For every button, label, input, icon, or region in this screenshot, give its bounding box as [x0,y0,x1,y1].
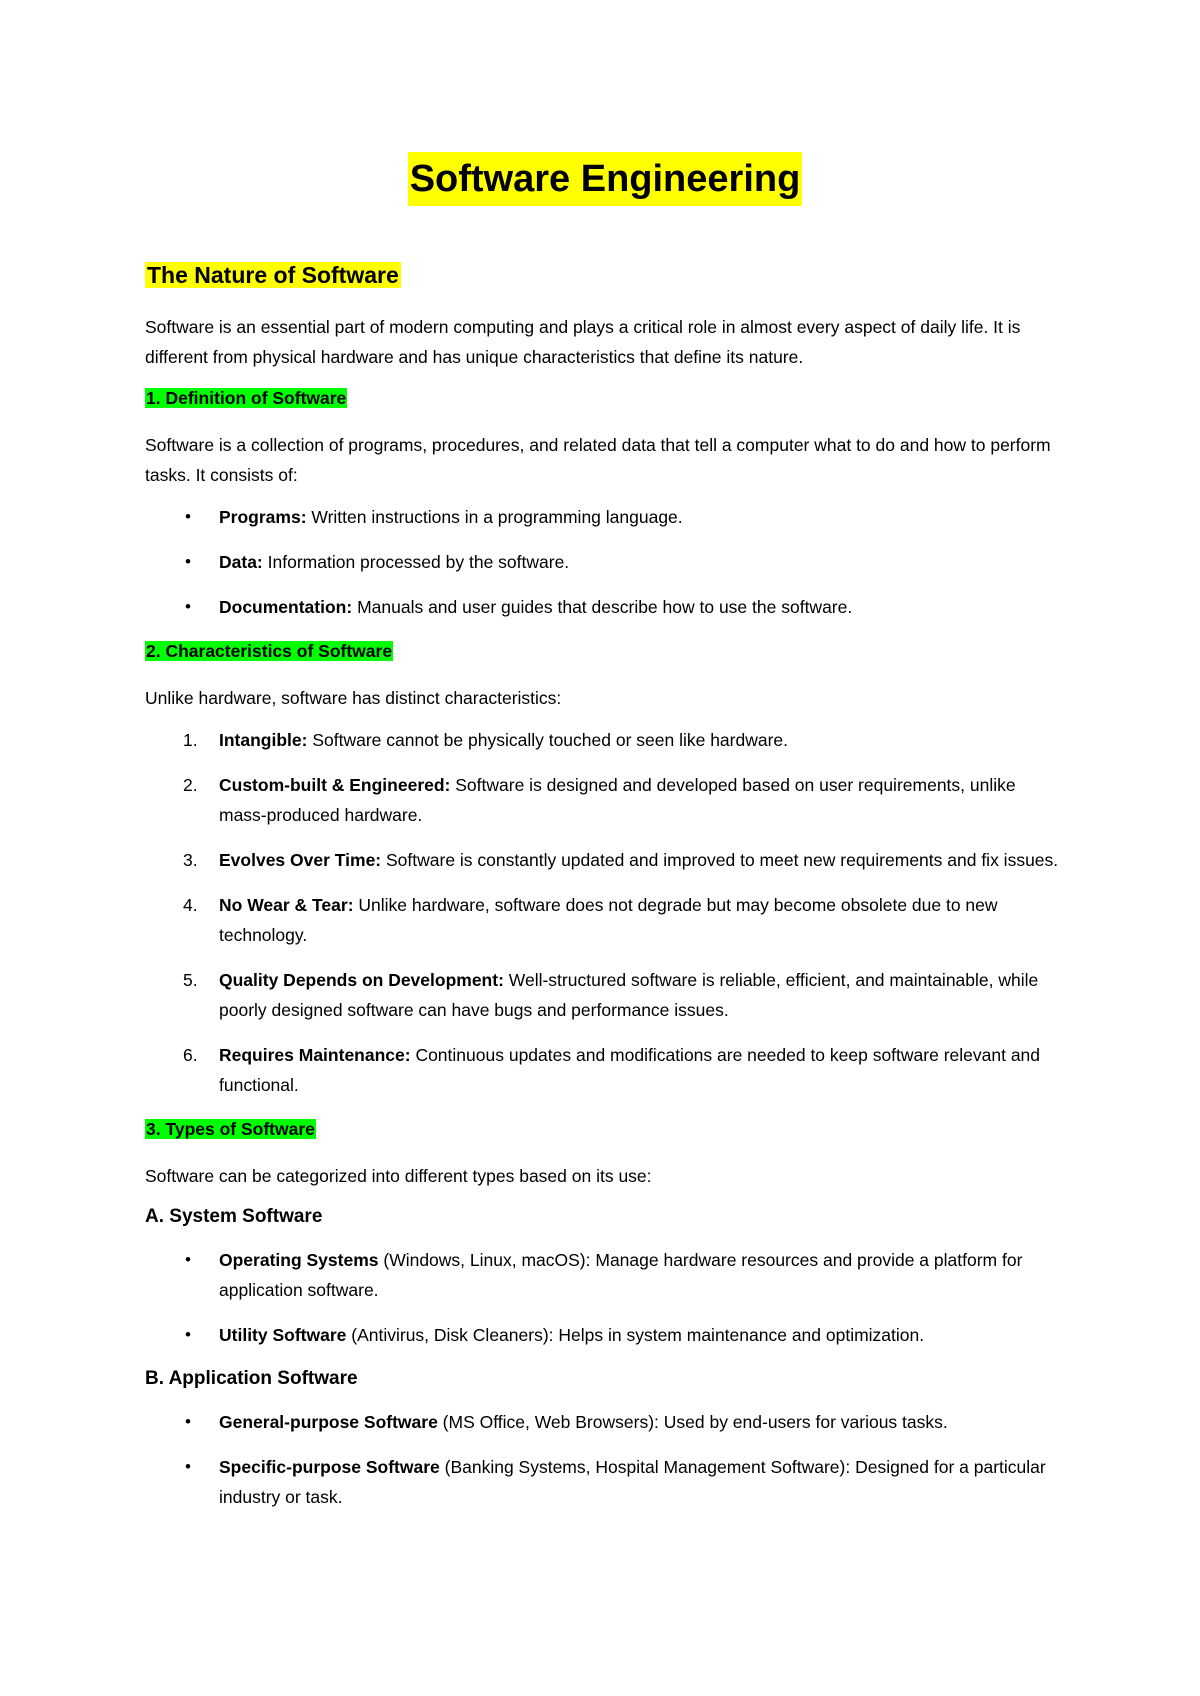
bullet-icon: • [185,597,191,616]
list-item-desc: Unlike hardware, software does not degrade but may become obsolete due to new technology. [219,895,998,945]
list-item-term: Specific-purpose Software [219,1457,440,1477]
list-item-term: Intangible: [219,730,308,750]
document-title: Software Engineering [408,152,803,206]
list-item-desc: (MS Office, Web Browsers): Used by end-users for various tasks. [437,1412,948,1432]
nature-intro: Software is an essential part of modern computing and plays a critical role in almost every aspect of daily life. It is different from physical hardware and has unique characteristics that define its nature. [145,317,1021,367]
list-item [145,547,1065,577]
definition-list [145,502,1065,622]
bullet-icon: • [185,507,191,526]
list-item-number: 2. [183,775,198,795]
list-item-term: Evolves Over Time: [219,850,382,870]
list-item [145,1407,1065,1437]
definition-intro: Software is a collection of programs, procedures, and related data that tell a computer what to do and how to perform tasks. It consists of: [145,435,1051,485]
subheading-characteristics-text: 2. Characteristics of Software [146,641,393,661]
list-item [145,845,1065,875]
subheading-definition-text: 1. Definition of Software [146,388,347,408]
characteristics-list [145,725,1065,1100]
list-item-desc: (Antivirus, Disk Cleaners): Helps in system maintenance and optimization. [346,1325,925,1345]
list-item-number: 4. [183,895,198,915]
list-item-term: Utility Software [219,1325,347,1345]
list-item [145,1320,1065,1350]
list-item [145,1040,1065,1100]
bullet-icon: • [185,1250,191,1269]
list-item-desc: Software cannot be physically touched or seen like hardware. [307,730,789,750]
bullet-icon: • [185,1325,191,1344]
list-item-number: 1. [183,730,198,750]
list-item-desc: Well-structured software is reliable, efficient, and maintainable, while poorly designed software can have bugs and performance issues. [219,970,1039,1020]
section-heading-nature [145,258,1065,292]
category-heading-system: A. System Software [145,1206,323,1227]
list-item-term: No Wear & Tear: [219,895,354,915]
category-heading-application: B. Application Software [145,1368,358,1389]
list-item [145,770,1065,830]
document-page [145,150,1065,1527]
list-item-term: General-purpose Software [219,1412,438,1432]
list-item-desc: Information processed by the software. [262,552,570,572]
list-item-term: Requires Maintenance: [219,1045,411,1065]
list-item-desc: Continuous updates and modifications are needed to keep software relevant and functional. [219,1045,1041,1095]
list-item-term: Documentation: [219,597,353,617]
list-item-term: Data: [219,552,263,572]
section-heading-nature-text: The Nature of Software [147,262,399,288]
list-item [145,965,1065,1025]
bullet-icon: • [185,552,191,571]
subheading-definition [145,384,1065,412]
subheading-types-text: 3. Types of Software [146,1119,315,1139]
list-item-term: Quality Depends on Development: [219,970,504,990]
list-item-desc: (Windows, Linux, macOS): Manage hardware resources and provide a platform for application software. [219,1250,1023,1300]
list-item-desc: Software is designed and developed based on user requirements, unlike mass-produced hardware. [219,775,1016,825]
bullet-icon: • [185,1457,191,1476]
characteristics-intro: Unlike hardware, software has distinct characteristics: [145,688,562,708]
list-item [145,502,1065,532]
list-item-desc: Written instructions in a programming language. [306,507,683,527]
application-software-list [145,1407,1065,1512]
list-item-number: 5. [183,970,198,990]
subheading-characteristics [145,637,1065,665]
list-item-desc: Software is constantly updated and improved to meet new requirements and fix issues. [381,850,1059,870]
list-item [145,1245,1065,1305]
list-item [145,592,1065,622]
list-item-number: 6. [183,1045,198,1065]
list-item [145,725,1065,755]
bullet-icon: • [185,1412,191,1431]
subheading-types [145,1115,1065,1143]
list-item [145,1452,1065,1512]
types-intro: Software can be categorized into different types based on its use: [145,1166,652,1186]
list-item [145,890,1065,950]
list-item-term: Custom-built & Engineered: [219,775,451,795]
list-item-number: 3. [183,850,198,870]
list-item-desc: Manuals and user guides that describe how to use the software. [352,597,853,617]
system-software-list [145,1245,1065,1350]
list-item-term: Operating Systems [219,1250,379,1270]
list-item-desc: (Banking Systems, Hospital Management Software): Designed for a particular industry or task. [219,1457,1046,1507]
title-block [145,150,1065,206]
list-item-term: Programs: [219,507,307,527]
